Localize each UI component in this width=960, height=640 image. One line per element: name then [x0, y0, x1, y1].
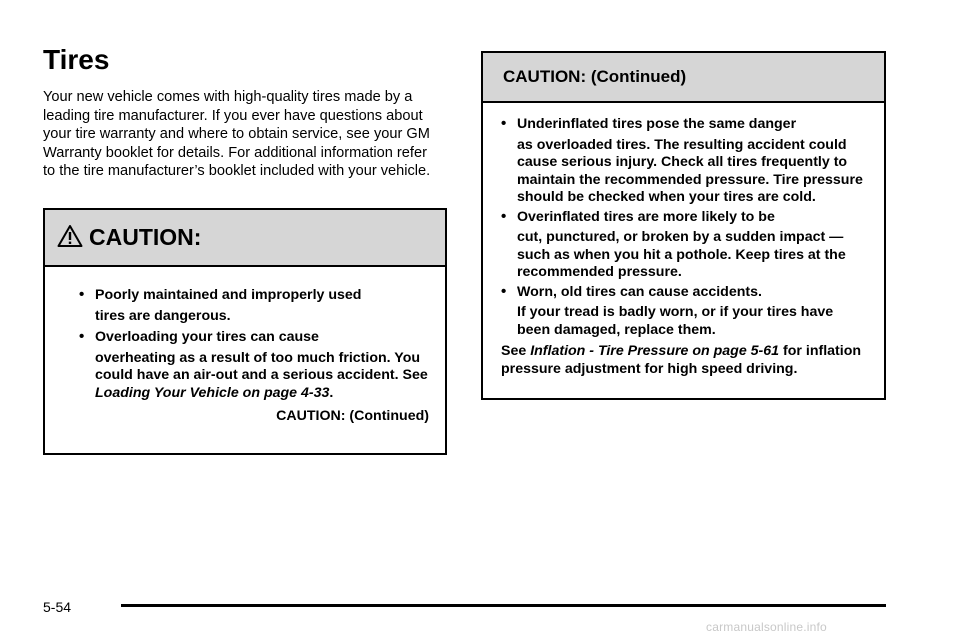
caution-body	[483, 103, 884, 378]
bullet-text-end: .	[329, 384, 334, 401]
bullet-lead: Overinflated tires are more likely to be	[517, 208, 775, 225]
bullet-icon: •	[501, 207, 507, 225]
bullet-icon: •	[79, 328, 85, 345]
caution-box	[43, 208, 447, 455]
caution-bullet	[79, 286, 429, 325]
caution-bullet	[501, 282, 866, 340]
caution-bullet	[501, 115, 866, 207]
caution-bullet	[501, 207, 866, 282]
intro-paragraph: Your new vehicle comes with high-quality tires made by a leading tire manufacturer. If you ever have questions about your tire warranty and where to obtain service, see your GM Warranty booklet for details. For additional information refer to the tire manufacturer’s booklet included with your vehicle.	[43, 89, 431, 179]
caution-heading: CAUTION:	[89, 224, 202, 250]
bullet-icon: •	[501, 115, 507, 132]
bullet-icon: •	[79, 286, 85, 303]
caution-header	[483, 53, 884, 103]
cross-reference-link[interactable]: Loading Your Vehicle on page 4-33	[95, 384, 330, 401]
caution-heading: CAUTION: (Continued)	[503, 67, 687, 86]
bullet-text: tires are dangerous.	[95, 307, 231, 324]
caution-continued-note: CAUTION: (Continued)	[276, 408, 429, 424]
bullet-text: as overloaded tires. The resulting accident could cause serious injury. Check all tires frequently to maintain the recommended pressure. Tire pressure should be checked when your tires are cold.	[517, 136, 863, 205]
bullet-text: If your tread is badly worn, or if your tires have been damaged, replace them.	[517, 304, 834, 338]
bullet-lead: Overloading your tires can cause	[95, 329, 319, 345]
caution-bullet	[79, 328, 429, 402]
caution-header	[45, 210, 445, 267]
bullet-text: overheating as a result of too much friction. You could have an air-out and a serious accident. See	[95, 349, 428, 383]
page-title: Tires	[43, 44, 110, 75]
left-column	[43, 40, 447, 181]
caution-continued-box	[481, 51, 886, 400]
caution-body	[45, 267, 445, 426]
cross-reference-link[interactable]: Inflation - Tire Pressure on page 5-61	[530, 343, 780, 359]
footer-rule	[121, 604, 886, 607]
bullet-lead: Poorly maintained and improperly used	[95, 287, 362, 303]
see-suffix: for inflation pressure adjustment for high speed driving.	[501, 343, 862, 377]
see-prefix: See	[501, 343, 531, 359]
bullet-lead: Underinflated tires pose the same danger	[517, 116, 797, 132]
bullet-text: cut, punctured, or broken by a sudden impact — such as when you hit a pothole. Keep tires at the recommended pressure.	[517, 229, 846, 280]
bullet-icon: •	[501, 282, 507, 300]
bullet-lead: Worn, old tires can cause accidents.	[517, 283, 762, 300]
see-reference	[501, 343, 866, 378]
page-number: 5-54	[43, 599, 72, 615]
watermark: carmanualsonline.info	[706, 620, 827, 634]
warning-triangle-icon	[57, 224, 83, 248]
